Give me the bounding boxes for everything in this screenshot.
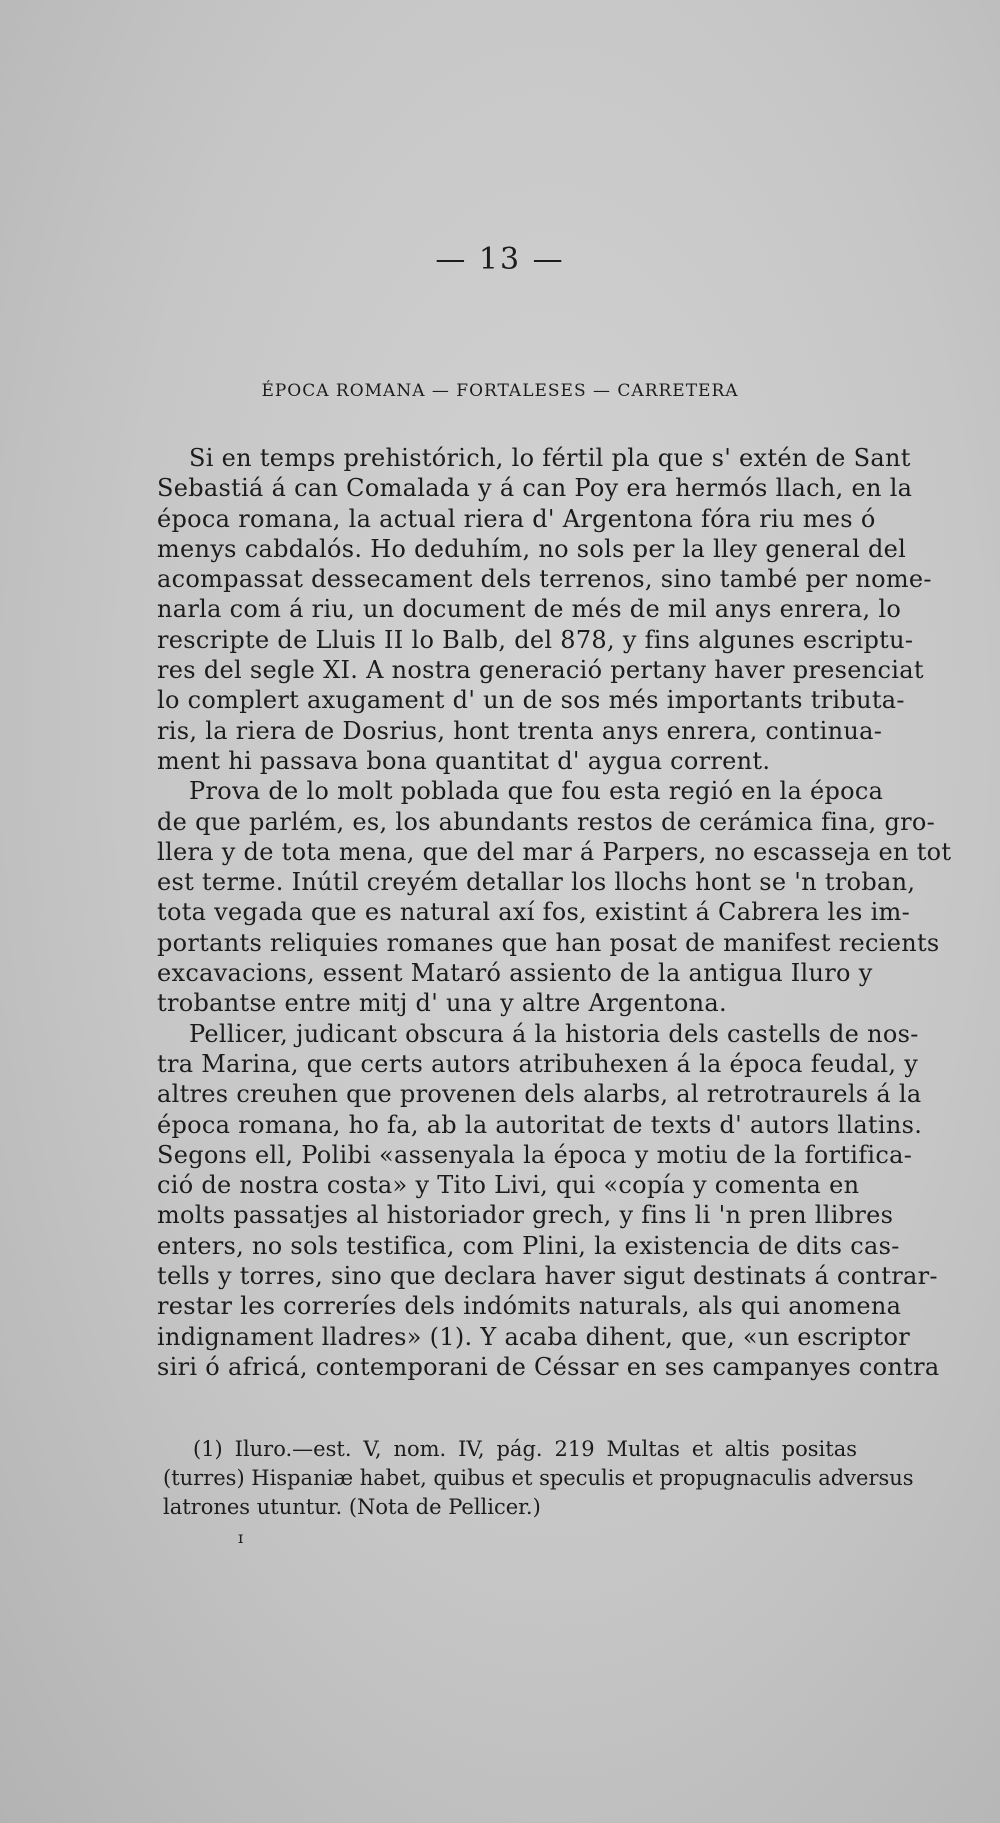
text-line: tells y torres, sino que declara haver sigut destinats á contrar- <box>157 1262 938 1291</box>
text-line: altres creuhen que provenen dels alarbs, al retrotraurels á la <box>157 1080 922 1109</box>
text-line: Prova de lo molt poblada que fou esta regió en la época <box>189 777 884 806</box>
section-title: ÉPOCA ROMANA — FORTALESES — CARRETERA <box>261 381 739 401</box>
text-line: época romana, la actual riera d' Argentona fóra riu mes ó <box>157 504 876 533</box>
text-line: trobantse entre mitj d' una y altre Argentona. <box>157 989 727 1018</box>
text-line: enters, no sols testifica, com Plini, la existencia de dits cas- <box>157 1231 900 1260</box>
text-line: molts passatjes al historiador grech, y fins li 'n pren llibres <box>157 1201 894 1230</box>
text-line: Segons ell, Polibi «assenyala la época y motiu de la fortifica- <box>157 1140 913 1169</box>
text-line: excavacions, essent Mataró assiento de la antigua Iluro y <box>157 959 873 988</box>
text-line: ció de nostra costa» y Tito Livi, qui «copía y comenta en <box>157 1171 860 1200</box>
text-line: restar les correríes dels indómits naturals, als qui anomena <box>157 1292 902 1321</box>
text-line: Sebastiá á can Comalada y á can Poy era hermós llach, en la <box>157 474 913 503</box>
footnote <box>163 1435 914 1522</box>
text-line: portants reliquies romanes que han posat de manifest recients <box>157 928 940 957</box>
text-line: lo complert axugament d' un de sos més importants tributa- <box>157 686 905 715</box>
text-line: indignament lladres» (1). Y acaba dihent, que, «un escriptor <box>157 1322 911 1351</box>
text-line: llera y de tota mena, que del mar á Parpers, no escasseja en tot <box>157 837 952 866</box>
footnote-line: (1) Iluro.—est. V, nom. IV, pág. 219 Multas et altis positas <box>193 1437 857 1461</box>
text-line: siri ó africá, contemporani de Céssar en ses campanyes contra <box>157 1352 940 1381</box>
text-line: de que parlém, es, los abundants restos de cerámica fina, gro- <box>157 807 936 836</box>
text-line: Si en temps prehistórich, lo fértil pla que s' extén de Sant <box>189 444 911 472</box>
text-line: acompassat dessecament dels terrenos, sino també per nome- <box>157 565 932 594</box>
footnote-line: latrones utuntur. (Nota de Pellicer.) <box>163 1495 541 1519</box>
page-number: — 13 — <box>435 242 565 277</box>
text-line: Pellicer, judicant obscura á la historia dels castells de nos- <box>189 1019 919 1048</box>
text-line: ment hi passava bona quantitat d' aygua corrent. <box>157 746 771 775</box>
text-line: época romana, ho fa, ab la autoritat de texts d' autors llatins. <box>157 1110 923 1139</box>
text-line: ris, la riera de Dosrius, hont trenta anys enrera, continua- <box>157 716 883 745</box>
text-line: est terme. Inútil creyém detallar los llochs hont se 'n troban, <box>157 868 916 897</box>
text-line: rescripte de Lluis II lo Balb, del 878, y fins algunes escriptu- <box>157 625 914 654</box>
text-line: res del segle XI. A nostra generació pertany haver presenciat <box>157 656 924 685</box>
body-text <box>157 443 952 1382</box>
text-line: menys cabdalós. Ho deduhím, no sols per la lley general del <box>157 534 907 563</box>
text-line: tra Marina, que certs autors atribuhexen á la época feudal, y <box>157 1049 919 1078</box>
printer-signature-mark: ɪ <box>238 1528 244 1547</box>
footnote-line: (turres) Hispaniæ habet, quibus et speculis et propugnaculis adversus <box>163 1466 914 1490</box>
text-line: narla com á riu, un document de més de mil anys enrera, lo <box>157 595 902 624</box>
text-line: tota vegada que es natural axí fos, existint á Cabrera les im- <box>157 898 911 927</box>
